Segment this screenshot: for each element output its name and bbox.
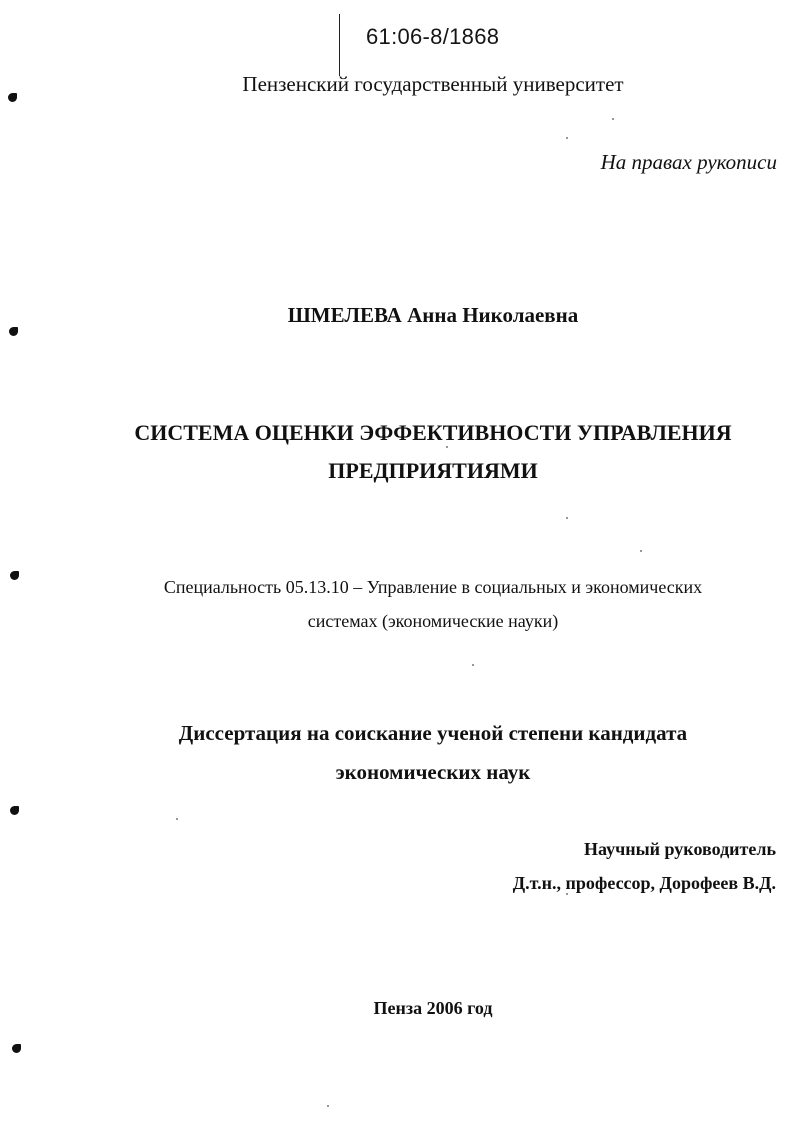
author-name: ШМЕЛЕВА Анна Николаевна	[287, 303, 579, 327]
title-line-2: ПРЕДПРИЯТИЯМИ	[328, 458, 538, 483]
scan-speck	[472, 664, 474, 666]
degree-line-1: Диссертация на соискание ученой степени кандидата	[178, 721, 688, 745]
scan-speck	[612, 118, 614, 120]
dissertation-title	[0, 414, 800, 490]
binding-mark	[12, 1044, 21, 1053]
binding-mark	[9, 327, 18, 336]
binding-mark	[8, 93, 17, 102]
degree-line-2: экономических наук	[335, 760, 531, 784]
binding-mark	[10, 806, 19, 815]
scan-speck	[640, 550, 642, 552]
specialty-line-2: системах (экономические науки)	[307, 611, 559, 631]
advisor-name: Д.т.н., профессор, Дорофеев В.Д.	[512, 873, 776, 893]
binding-mark	[10, 571, 19, 580]
stamp-line	[339, 14, 340, 76]
scientific-advisor	[513, 832, 776, 900]
specialty-line-1: Специальность 05.13.10 – Управление в социальных и экономических	[163, 577, 703, 597]
city-year: Пенза 2006 год	[373, 998, 493, 1018]
degree-statement	[0, 714, 800, 792]
manuscript-rights: На правах рукописи	[600, 150, 777, 174]
scan-speck	[566, 893, 568, 895]
library-stamp: 61:06-8/1868	[366, 24, 500, 49]
specialty	[0, 570, 800, 638]
scan-speck	[566, 137, 568, 139]
advisor-label: Научный руководитель	[584, 839, 776, 859]
title-line-1: СИСТЕМА ОЦЕНКИ ЭФФЕКТИВНОСТИ УПРАВЛЕНИЯ	[134, 420, 732, 445]
scan-speck	[327, 1105, 329, 1107]
scan-speck	[176, 818, 178, 820]
university-name: Пензенский государственный университет	[242, 72, 624, 96]
scan-speck	[566, 517, 568, 519]
scan-speck	[446, 446, 448, 448]
